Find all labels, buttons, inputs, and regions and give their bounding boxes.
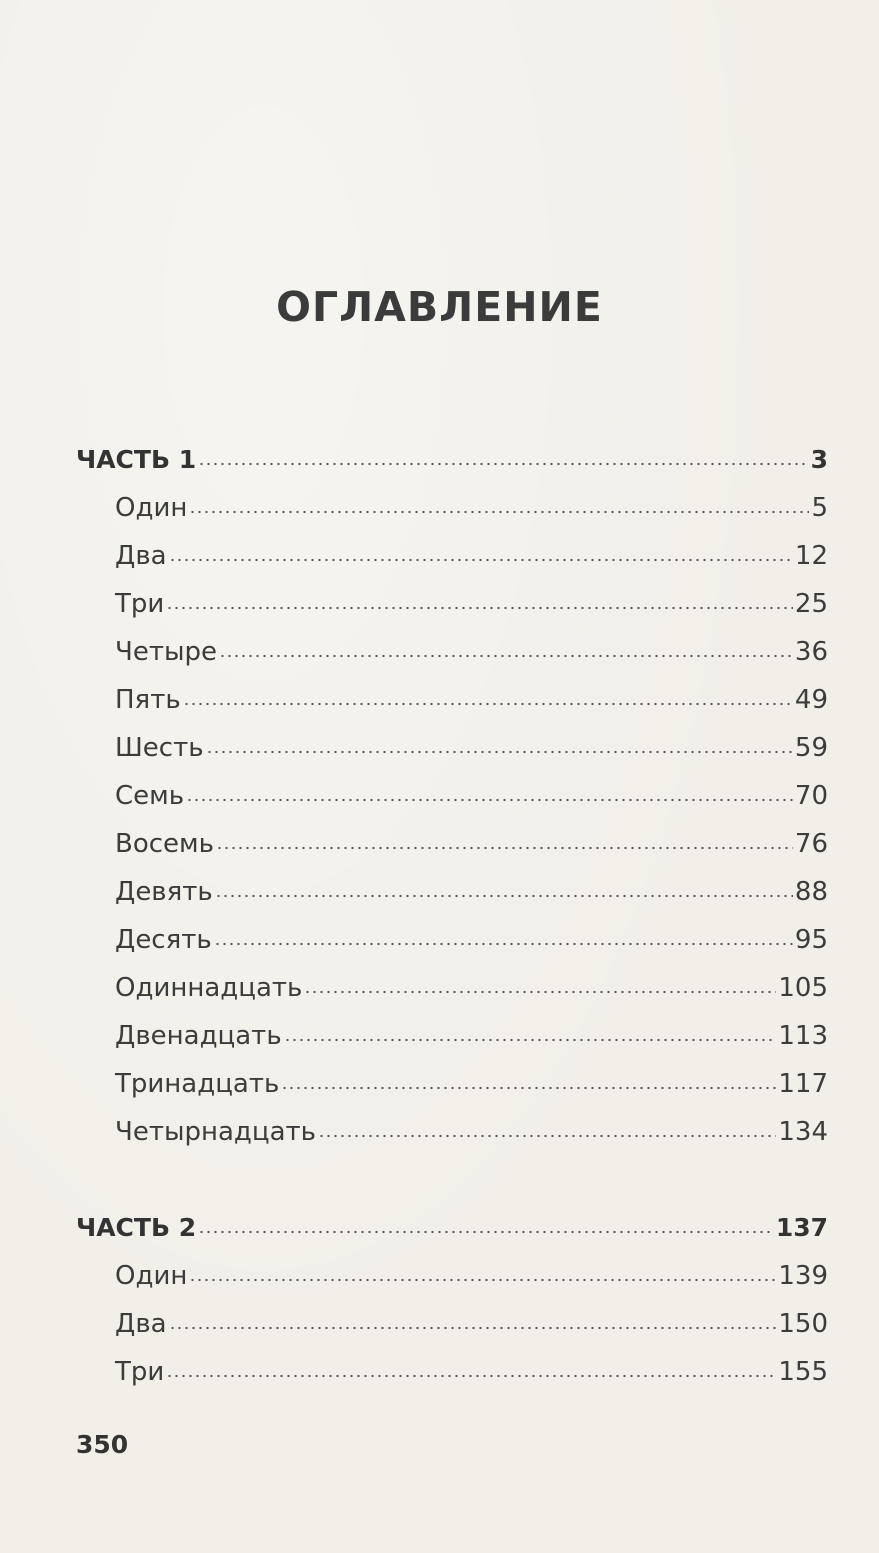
- dot-leader: [198, 462, 808, 466]
- chapter-label: Восемь: [115, 829, 214, 859]
- chapter-label: Четырнадцать: [115, 1117, 317, 1147]
- dot-leader: [198, 1230, 774, 1234]
- toc-entry: [76, 628, 828, 676]
- part-page-number: 137: [775, 1213, 828, 1242]
- dot-leader: [216, 846, 793, 850]
- chapter-label: Три: [115, 1357, 165, 1387]
- toc-entry: [76, 1300, 828, 1348]
- page-number: 350: [76, 1430, 129, 1459]
- chapter-label: Девять: [115, 877, 213, 907]
- toc-entry: [76, 1012, 828, 1060]
- chapter-page-number: 70: [794, 781, 828, 811]
- toc-entry: [76, 916, 828, 964]
- chapter-page-number: 150: [778, 1309, 828, 1339]
- chapter-page-number: 155: [778, 1357, 828, 1387]
- dot-leader: [183, 702, 793, 706]
- dot-leader: [206, 750, 793, 754]
- chapter-label: Один: [115, 493, 188, 523]
- toc-entry: [76, 1108, 828, 1156]
- dot-leader: [169, 1326, 777, 1330]
- chapter-page-number: 49: [794, 685, 828, 715]
- section-gap: [76, 1156, 828, 1204]
- toc-part-1: [76, 436, 828, 484]
- dot-leader: [166, 606, 793, 610]
- chapter-page-number: 105: [778, 973, 828, 1003]
- chapter-page-number: 36: [794, 637, 828, 667]
- chapter-label: Семь: [115, 781, 185, 811]
- table-of-contents: [76, 436, 828, 1396]
- dot-leader: [189, 510, 809, 514]
- chapter-page-number: 12: [794, 541, 828, 571]
- chapter-page-number: 113: [778, 1021, 828, 1051]
- toc-entry: [76, 1060, 828, 1108]
- toc-entry: [76, 1348, 828, 1396]
- toc-entry: [76, 724, 828, 772]
- chapter-page-number: 139: [778, 1261, 828, 1291]
- toc-entry: [76, 820, 828, 868]
- toc-entry: [76, 964, 828, 1012]
- dot-leader: [304, 990, 776, 994]
- dot-leader: [189, 1278, 776, 1282]
- chapter-page-number: 134: [778, 1117, 828, 1147]
- dot-leader: [284, 1038, 777, 1042]
- toc-title: ОГЛАВЛЕНИЕ: [276, 283, 603, 331]
- chapter-label: Пять: [115, 685, 181, 715]
- chapter-label: Десять: [115, 925, 212, 955]
- part-label: ЧАСТЬ 1: [76, 445, 197, 474]
- toc-entry: [76, 580, 828, 628]
- dot-leader: [318, 1134, 776, 1138]
- chapter-label: Один: [115, 1261, 188, 1291]
- toc-entry: [76, 868, 828, 916]
- part-page-number: 3: [810, 445, 828, 474]
- chapter-page-number: 59: [794, 733, 828, 763]
- dot-leader: [215, 894, 793, 898]
- chapter-label: Два: [115, 1309, 167, 1339]
- dot-leader: [166, 1374, 776, 1378]
- dot-leader: [219, 654, 793, 658]
- chapter-page-number: 76: [794, 829, 828, 859]
- toc-entry: [76, 772, 828, 820]
- toc-entry: [76, 1252, 828, 1300]
- toc-entry: [76, 484, 828, 532]
- chapter-label: Два: [115, 541, 167, 571]
- chapter-label: Четыре: [115, 637, 217, 667]
- dot-leader: [281, 1086, 776, 1090]
- chapter-label: Шесть: [115, 733, 204, 763]
- chapter-page-number: 88: [794, 877, 828, 907]
- chapter-page-number: 25: [794, 589, 828, 619]
- toc-entry: [76, 532, 828, 580]
- chapter-label: Тринадцать: [115, 1069, 280, 1099]
- chapter-label: Три: [115, 589, 165, 619]
- chapter-page-number: 117: [778, 1069, 828, 1099]
- part-label: ЧАСТЬ 2: [76, 1213, 197, 1242]
- dot-leader: [214, 942, 793, 946]
- toc-entry: [76, 676, 828, 724]
- dot-leader: [169, 558, 793, 562]
- chapter-label: Двенадцать: [115, 1021, 282, 1051]
- chapter-page-number: 95: [794, 925, 828, 955]
- chapter-page-number: 5: [811, 493, 828, 523]
- toc-part-2: [76, 1204, 828, 1252]
- chapter-label: Одиннадцать: [115, 973, 303, 1003]
- dot-leader: [186, 798, 793, 802]
